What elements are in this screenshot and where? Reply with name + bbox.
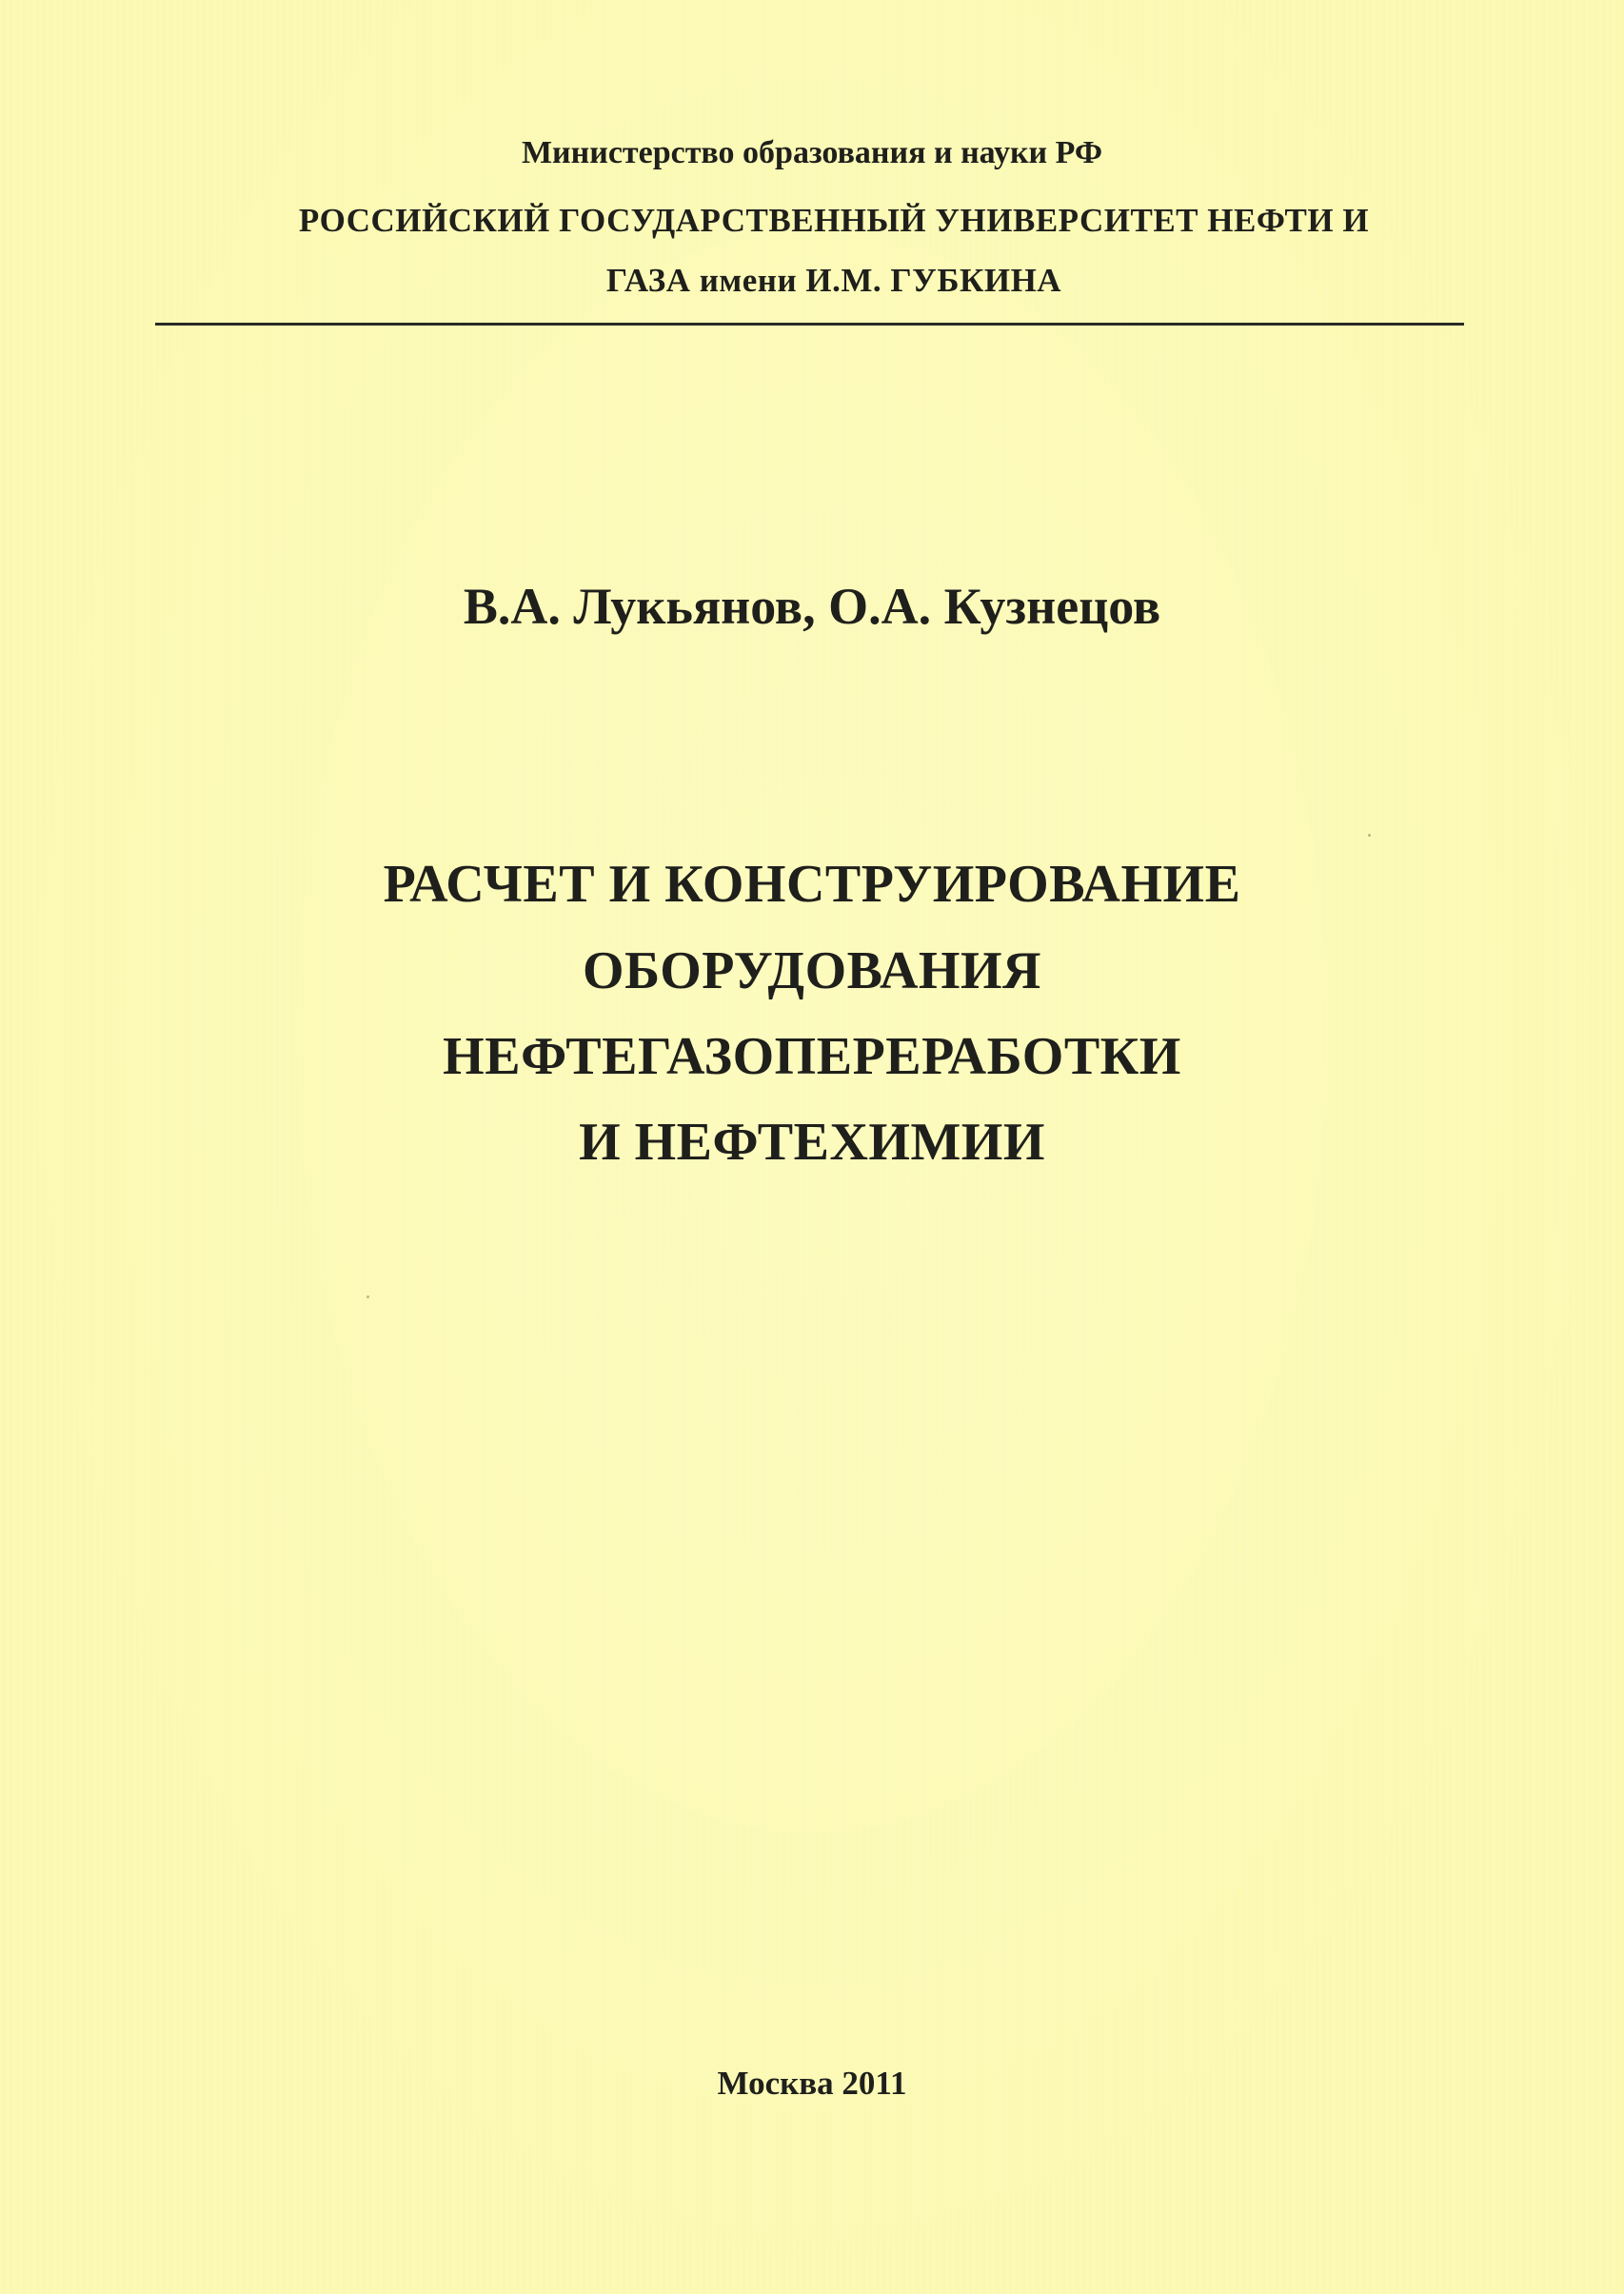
paper-speck	[1368, 834, 1371, 837]
paper-speck	[366, 1295, 369, 1298]
university-name-line-2: ГАЗА имени И.М. ГУБКИНА	[605, 262, 1062, 299]
imprint-city-year: Москва 2011	[717, 2065, 907, 2102]
university-name-line-1: РОССИЙСКИЙ ГОСУДАРСТВЕННЫЙ УНИВЕРСИТЕТ НЕФТИ И	[298, 202, 1370, 239]
authors: В.А. Лукьянов, О.А. Кузнецов	[463, 578, 1161, 635]
title-line: И НЕФТЕХИМИИ	[579, 1113, 1045, 1172]
title-line: РАСЧЕТ И КОНСТРУИРОВАНИЕ	[383, 855, 1241, 914]
ministry-name: Министерство образования и науки РФ	[521, 135, 1103, 170]
title-line: ОБОРУДОВАНИЯ	[583, 941, 1041, 1000]
header-divider	[155, 323, 1464, 326]
title-line: НЕФТЕГАЗОПЕРЕРАБОТКИ	[443, 1027, 1181, 1086]
